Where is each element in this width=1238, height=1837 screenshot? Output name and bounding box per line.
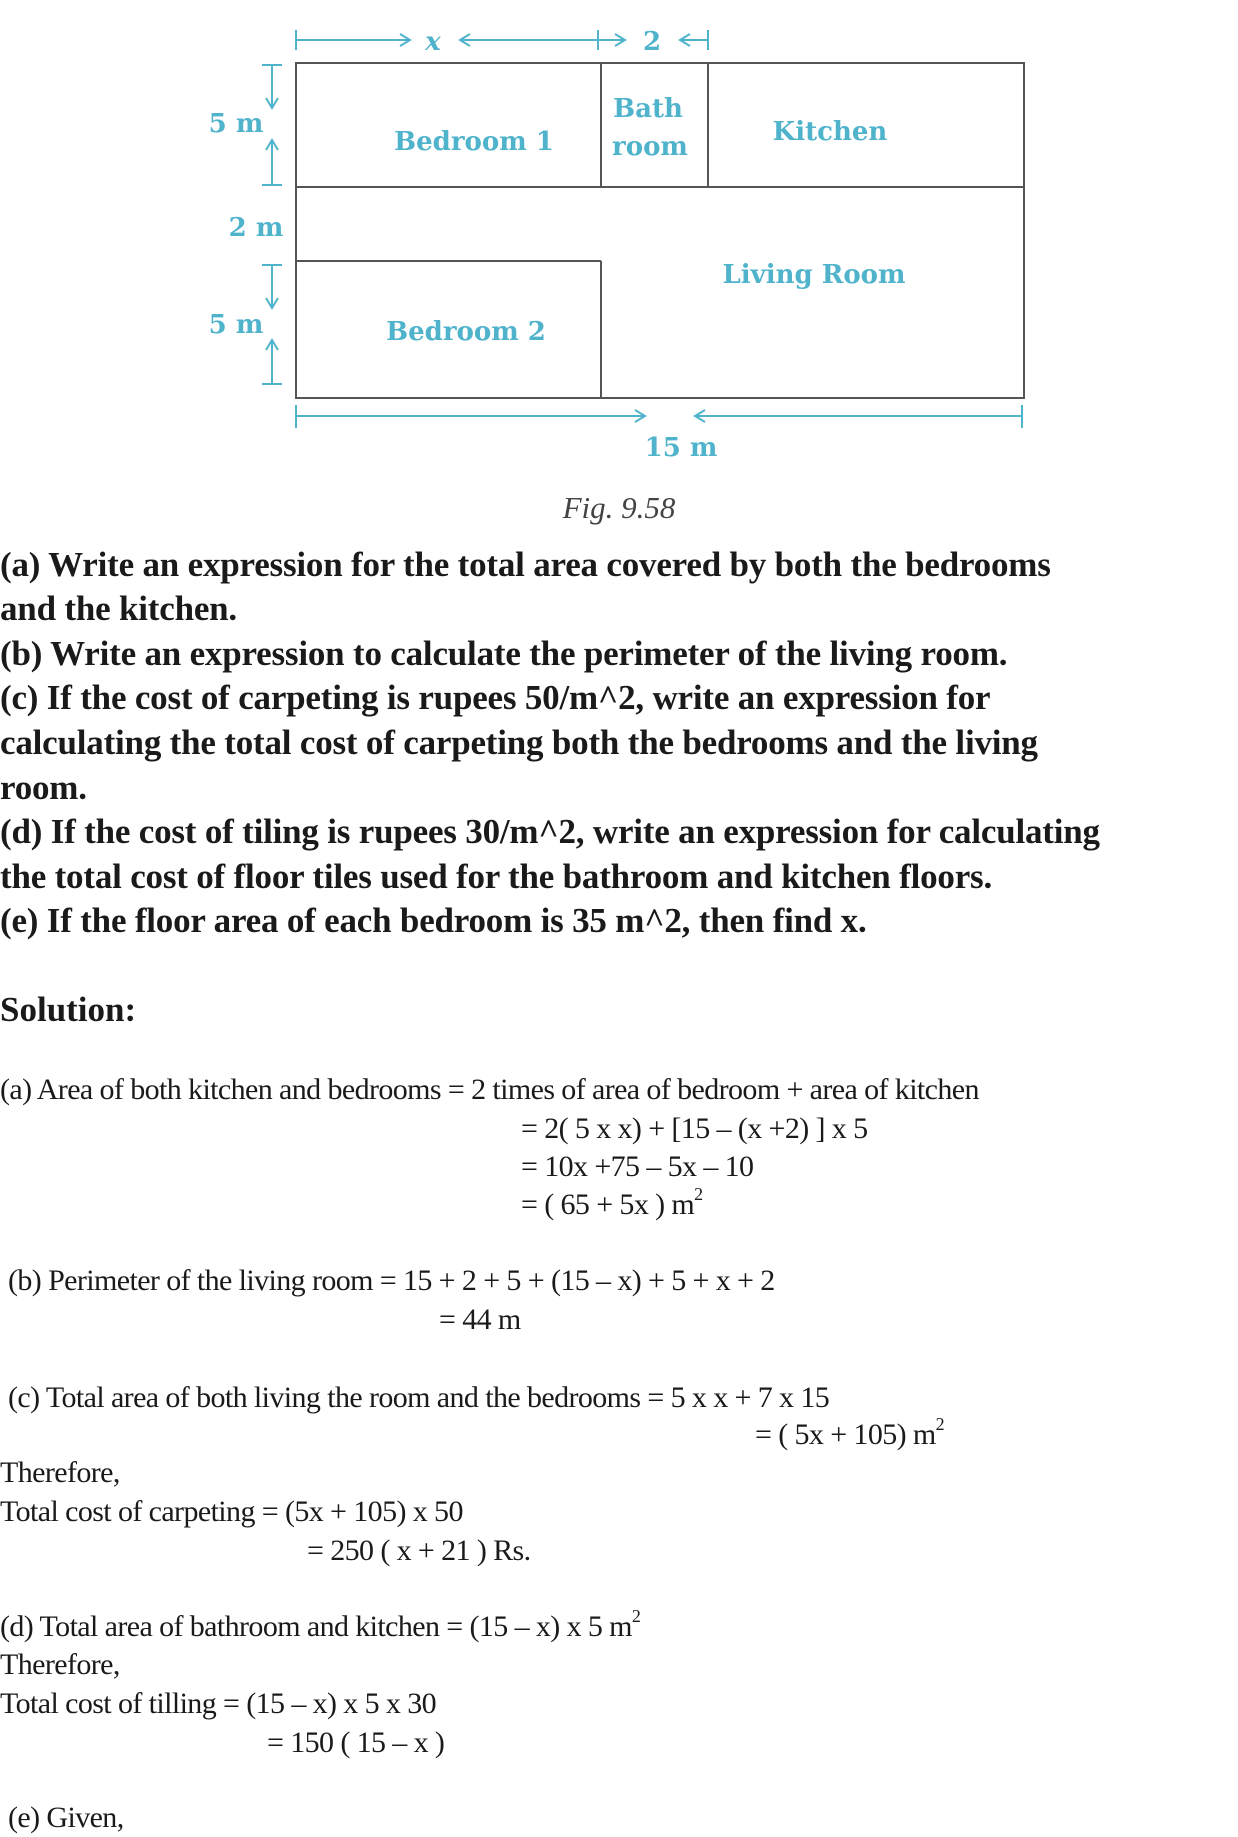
room-bedroom-2: Bedroom 2 bbox=[386, 317, 546, 347]
superscript: 2 bbox=[631, 1606, 641, 1626]
room-kitchen: Kitchen bbox=[772, 117, 888, 147]
superscript: 2 bbox=[935, 1414, 945, 1434]
dim-15m-label: 15 m bbox=[644, 433, 718, 463]
solution-c-line: Total cost of carpeting = (5x + 105) x 50 bbox=[0, 1495, 463, 1528]
dim-x-label: x bbox=[425, 27, 441, 57]
solution-a-line: = 10x +75 – 5x – 10 bbox=[521, 1150, 754, 1183]
floor-plan-diagram bbox=[0, 0, 1238, 470]
question-line: (d) If the cost of tiling is rupees 30/m^2, write an expression for calculating bbox=[0, 812, 1100, 851]
question-line: (b) Write an expression to calculate the perimeter of the living room. bbox=[0, 634, 1008, 673]
solution-d-line: = 150 ( 15 – x ) bbox=[267, 1726, 445, 1759]
solution-d-text: (d) Total area of bathroom and kitchen = (15 – x) x 5 m bbox=[0, 1610, 632, 1643]
solution-d-line: Therefore, bbox=[0, 1648, 120, 1681]
solution-heading: Solution: bbox=[0, 990, 137, 1029]
question-line: (c) If the cost of carpeting is rupees 50/m^2, write an expression for bbox=[0, 678, 991, 717]
dimension-arrows bbox=[262, 30, 1022, 428]
solution-b-line: = 44 m bbox=[439, 1303, 521, 1336]
figure-caption: Fig. 9.58 bbox=[562, 490, 676, 525]
question-line: (a) Write an expression for the total area covered by both the bedrooms bbox=[0, 545, 1051, 584]
solution-e-line: (e) Given, bbox=[8, 1801, 124, 1834]
solution-c-line: (c) Total area of both living the room and the bedrooms = 5 x x + 7 x 15 bbox=[8, 1381, 830, 1414]
room-bath-line2: room bbox=[612, 132, 688, 162]
question-line: the total cost of floor tiles used for the bathroom and kitchen floors. bbox=[0, 857, 992, 896]
room-bath-line1: Bath bbox=[613, 94, 683, 124]
question-line: calculating the total cost of carpeting both the bedrooms and the living bbox=[0, 723, 1038, 762]
room-bedroom-1: Bedroom 1 bbox=[394, 127, 554, 157]
solution-a-line bbox=[521, 1184, 703, 1222]
solution-c-result: = ( 5x + 105) m bbox=[755, 1418, 936, 1451]
question-line: and the kitchen. bbox=[0, 589, 237, 628]
dim-5m-top-label: 5 m bbox=[208, 109, 264, 139]
solution-c-line bbox=[755, 1414, 945, 1452]
solution-d-line: Total cost of tilling = (15 – x) x 5 x 30 bbox=[0, 1687, 437, 1720]
dim-5m-bottom-label: 5 m bbox=[208, 310, 264, 340]
solution-c-line: Therefore, bbox=[0, 1456, 120, 1489]
solution-c-line: = 250 ( x + 21 ) Rs. bbox=[307, 1534, 531, 1567]
dim-2-label: 2 bbox=[642, 27, 662, 57]
solution-a-line: (a) Area of both kitchen and bedrooms = 2 times of area of bedroom + area of kitchen bbox=[0, 1073, 979, 1106]
superscript: 2 bbox=[694, 1184, 703, 1204]
solution-a-line: = 2( 5 x x) + [15 – (x +2) ] x 5 bbox=[521, 1112, 868, 1145]
solution-d-line bbox=[0, 1606, 641, 1644]
dim-2m-label: 2 m bbox=[228, 213, 284, 243]
room-living: Living Room bbox=[722, 260, 906, 290]
solution-b-line: (b) Perimeter of the living room = 15 + 2 + 5 + (15 – x) + 5 + x + 2 bbox=[8, 1264, 775, 1297]
solution-a-result: = ( 65 + 5x ) m bbox=[521, 1188, 695, 1221]
question-line: room. bbox=[0, 768, 87, 807]
question-line: (e) If the floor area of each bedroom is 35 m^2, then find x. bbox=[0, 901, 867, 940]
